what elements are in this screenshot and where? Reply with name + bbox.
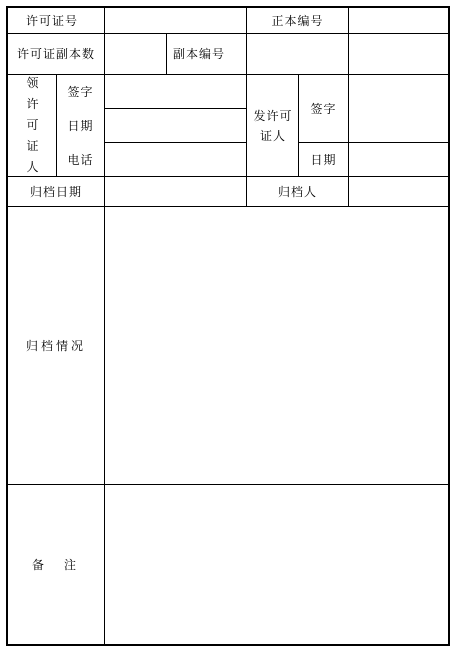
original-no-label: 正本编号 (271, 13, 324, 28)
copy-count-value[interactable] (105, 34, 166, 74)
copy-no-value[interactable] (247, 34, 348, 74)
receiver-date-value[interactable] (105, 109, 246, 142)
license-no-label: 许可证号 (26, 13, 79, 28)
original-no-value[interactable] (349, 8, 448, 33)
receiver-sign-value[interactable] (105, 75, 246, 108)
issuer-date-value[interactable] (349, 143, 448, 176)
receiver-date-label: 日期 (67, 118, 94, 133)
copy-no-extra[interactable] (349, 34, 448, 74)
issuer-sign-label: 签字 (310, 101, 337, 116)
remarks-value[interactable] (105, 485, 448, 644)
archive-status-value[interactable] (105, 207, 448, 484)
issuer-sign-value[interactable] (349, 75, 448, 142)
receiver-sign-label: 签字 (67, 84, 94, 99)
license-no-value[interactable] (105, 8, 246, 33)
issuer-label: 发许可证人 (253, 108, 293, 143)
archive-form (6, 6, 450, 646)
copy-count-label: 许可证副本数 (16, 47, 95, 61)
receiver-label: 领许可证人 (26, 76, 40, 174)
archiver-label: 归档人 (277, 184, 317, 199)
copy-no-label: 副本编号 (173, 47, 226, 61)
issuer-date-label: 日期 (310, 152, 337, 167)
archive-date-label: 归档日期 (29, 184, 82, 199)
receiver-phone-label: 电话 (67, 152, 94, 167)
archiver-value[interactable] (349, 177, 448, 206)
archive-status-label: 归档情况 (25, 338, 86, 353)
receiver-phone-value[interactable] (105, 143, 246, 176)
archive-date-value[interactable] (105, 177, 246, 206)
remarks-label: 备 注 (31, 557, 80, 572)
